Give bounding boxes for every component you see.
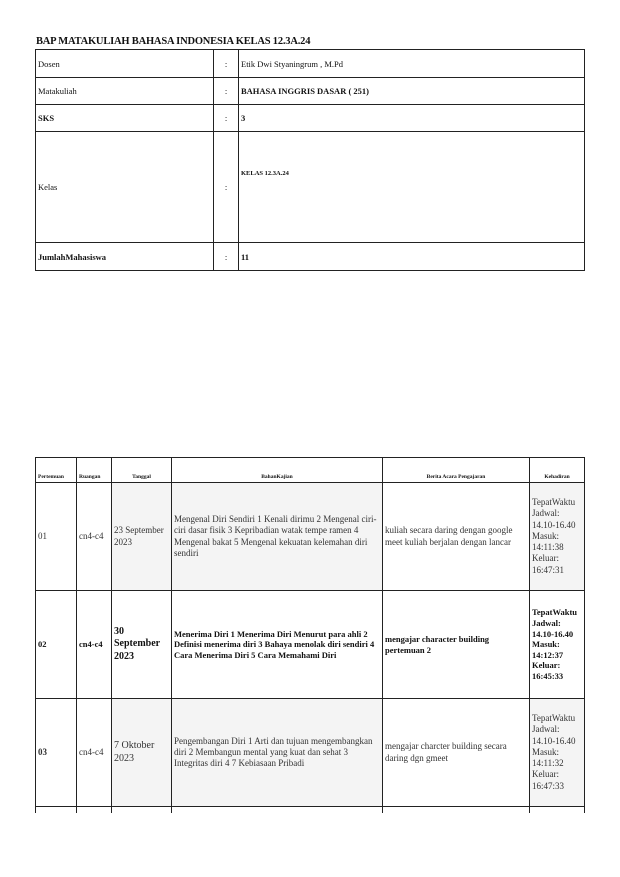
info-separator: : [214,243,239,271]
info-label: JumlahMahasiswa [36,243,214,271]
info-separator: : [214,105,239,132]
kehadiran-line: Masuk: [532,639,560,650]
info-row-jumlah-mahasiswa [36,243,585,271]
info-value: Etik Dwi Styaningrum , M.Pd [239,50,585,78]
info-row-matakuliah [36,78,585,105]
schedule-table [35,457,585,813]
info-row-sks [36,105,585,132]
cell-tanggal: 7 Oktober 2023 [112,699,172,807]
kehadiran-line: Keluar: [532,553,559,564]
cell-ruangan: cn4-c4 [77,591,112,699]
header-pertemuan: Pertemuan [36,458,77,483]
header-bahan-kajian: BahanKajian [172,458,383,483]
info-row-dosen [36,50,585,78]
cell-empty [77,807,112,813]
kehadiran-line: TepatWaktu [532,497,576,508]
table-row [36,591,585,699]
info-value: 3 [239,105,585,132]
header-kehadiran: Kehadiran [530,458,585,483]
info-separator: : [214,78,239,105]
kehadiran-line: TepatWaktu [532,607,578,618]
cell-bahan-kajian: Pengembangan Diri 1 Arti dan tujuan mengembangkan diri 2 Membangun mental yang kuat dan sehat 3 Integritas diri 4 7 Kebiasaan Pribadi [172,699,383,807]
table-row [36,699,585,807]
cell-empty [172,807,383,813]
cell-kehadiran [530,591,585,699]
cell-empty [383,807,530,813]
course-info-table [35,49,585,271]
table-row [36,483,585,591]
cell-ruangan: cn4-c4 [77,699,112,807]
schedule-header-row [36,458,585,483]
header-tanggal: Tanggal [112,458,172,483]
info-separator: : [214,132,239,243]
info-row-kelas [36,132,585,243]
kehadiran-line: Jadwal: [532,617,561,628]
cell-pertemuan: 03 [36,699,77,807]
kehadiran-line: Masuk: [532,746,559,757]
cell-ruangan: cn4-c4 [77,483,112,591]
kehadiran-line: Keluar: [532,769,559,780]
info-value: KELAS 12.3A.24 [239,132,585,243]
kehadiran-line: Jadwal: [532,508,560,519]
cell-tanggal: 30 September 2023 [112,591,172,699]
info-label: Matakuliah [36,78,214,105]
cell-empty [36,807,77,813]
kehadiran-line: 14:11:32 [532,758,564,769]
kehadiran-line: TepatWaktu [532,713,576,724]
kehadiran-line: 14:12:37 [532,649,564,660]
info-value: BAHASA INGGRIS DASAR ( 251) [239,78,585,105]
cell-bahan-kajian: Mengenal Diri Sendiri 1 Kenali dirimu 2 Mengenal ciri-ciri dasar fisik 3 Kepribadian watak tempe ramen 4 Mengenal bakat 5 Mengenal kekuatan kelemahan diri sendiri [172,483,383,591]
header-ruangan: Ruangan [77,458,112,483]
page-title: BAP MATAKULIAH BAHASA INDONESIA KELAS 12.3A.24 [36,36,311,47]
cell-kehadiran [530,483,585,591]
info-separator: : [214,50,239,78]
kehadiran-line: 14.10-16.40 [532,519,576,530]
cell-pertemuan: 01 [36,483,77,591]
info-label: Kelas [36,132,214,243]
cell-tanggal: 23 September 2023 [112,483,172,591]
kehadiran-line: 14.10-16.40 [532,735,576,746]
table-row-continuation [36,807,585,813]
kehadiran-line: 16:45:33 [532,671,564,682]
kehadiran-line: Jadwal: [532,724,560,735]
cell-berita-acara: kuliah secara daring dengan google meet kuliah berjalan dengan lancar [383,483,530,591]
cell-pertemuan: 02 [36,591,77,699]
header-berita-acara: Berita Acara Pengajaran [383,458,530,483]
cell-empty [530,807,585,813]
info-label: Dosen [36,50,214,78]
cell-berita-acara: mengajar character building pertemuan 2 [383,591,530,699]
kehadiran-line: Masuk: [532,530,559,541]
info-value: 11 [239,243,585,271]
kehadiran-line: 16:47:33 [532,780,565,791]
cell-berita-acara: mengajar charcter building secara daring dgn gmeet [383,699,530,807]
kehadiran-line: 16:47:31 [532,564,565,575]
cell-empty [112,807,172,813]
cell-kehadiran [530,699,585,807]
cell-bahan-kajian: Menerima Diri 1 Menerima Diri Menurut para ahli 2 Definisi menerima diri 3 Bahaya menolak diri sendiri 4 Cara Menerima Diri 5 Cara Memahami Diri [172,591,383,699]
kehadiran-line: 14:11:38 [532,542,564,553]
info-label: SKS [36,105,214,132]
kehadiran-line: 14.10-16.40 [532,628,574,639]
kehadiran-line: Keluar: [532,660,561,671]
